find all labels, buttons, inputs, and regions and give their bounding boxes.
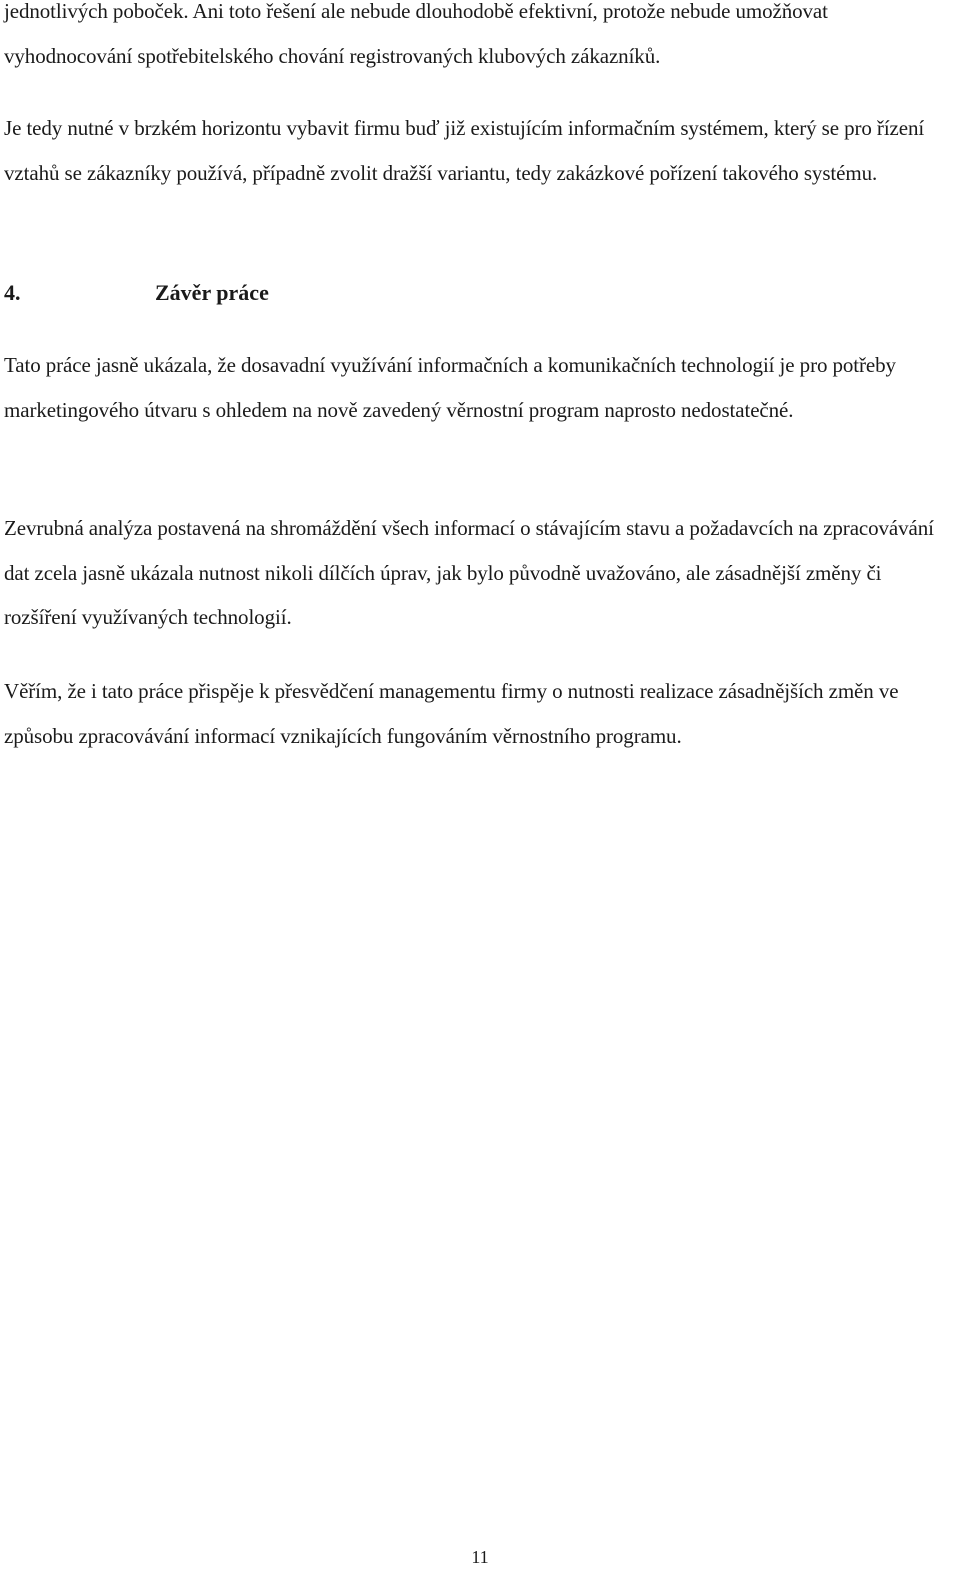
section-number: 4. [4,280,21,305]
paragraph-5: Věřím, že i tato práce přispěje k přesvědčení managementu firmy o nutnosti realizace zásadnějších změn ve způsobu zpracovávání informací vznikajících fungováním věrnostního programu. [4,679,899,748]
paragraph-1: jednotlivých poboček. Ani toto řešení ale nebude dlouhodobě efektivní, protože nebude umožňovat vyhodnocování spotřebitelského chování registrovaných klubových zákazníků. [4,0,828,68]
paragraph-3: Tato práce jasně ukázala, že dosavadní využívání informačních a komunikačních technologií je pro potřeby marketingového útvaru s ohledem na nově zavedený věrnostní program naprosto nedostatečné. [4,353,896,422]
section-title: Závěr práce [155,280,269,305]
section-heading [4,271,269,315]
paragraph-4: Zevrubná analýza postavená na shromáždění všech informací o stávajícím stavu a požadavcích na zpracovávání dat zcela jasně ukázala nutnost nikoli dílčích úprav, jak bylo původně uvažováno, ale zásadnější změny či rozšíření využívaných technologií. [4,516,934,629]
paragraph-2: Je tedy nutné v brzkém horizontu vybavit firmu buď již existujícím informačním systémem, který se pro řízení vztahů se zákazníky používá, případně zvolit dražší variantu, tedy zakázkové pořízení takového systému. [4,116,925,185]
page-number: 11 [471,1547,489,1567]
